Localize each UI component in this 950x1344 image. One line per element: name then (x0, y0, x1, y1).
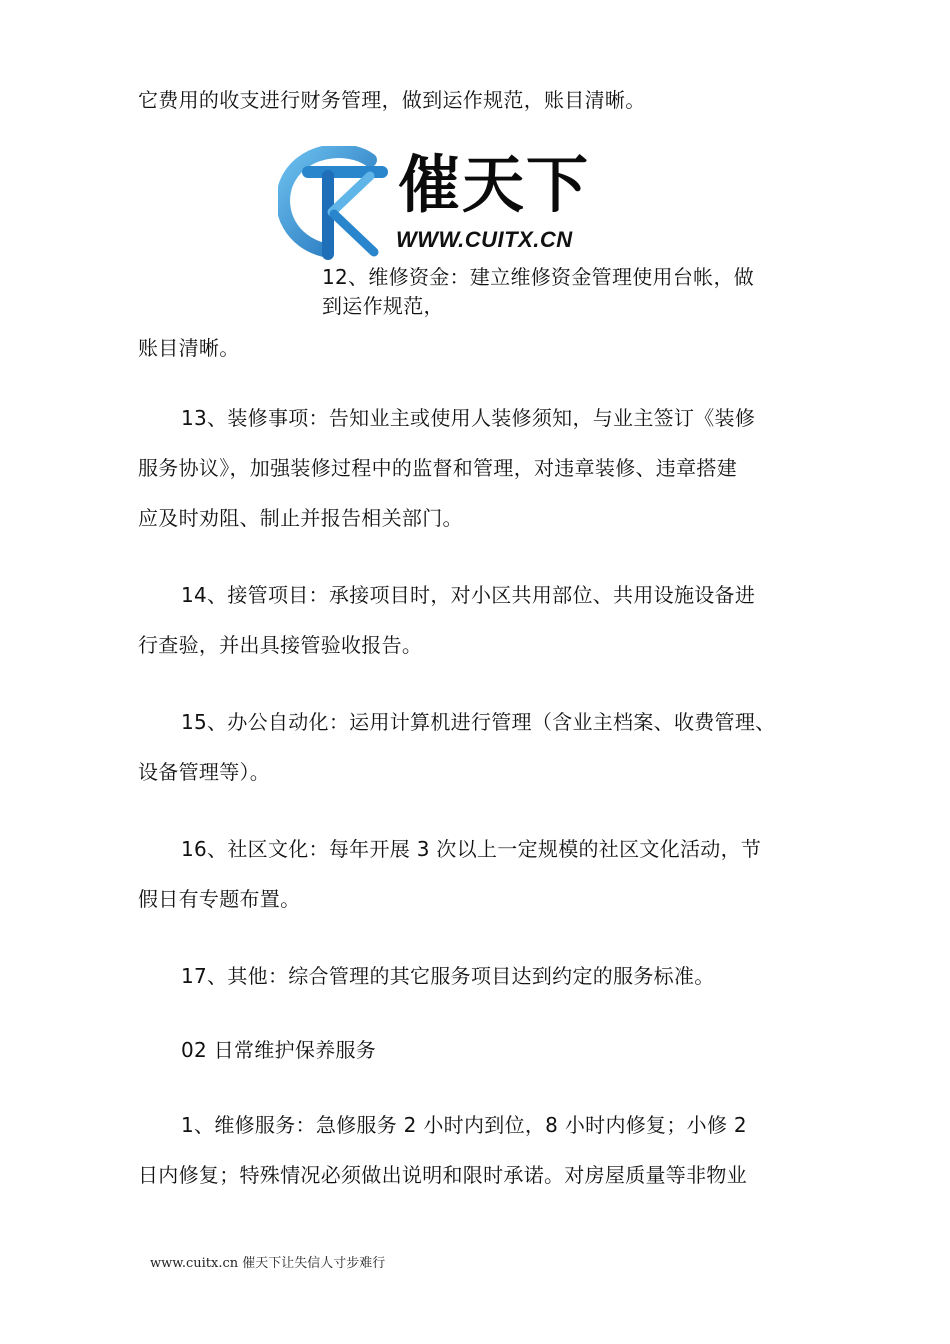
cuitx-logo (278, 146, 598, 260)
text-line-7: 应及时劝阻、制止并报告相关部门。 (138, 506, 463, 530)
text-line-17: 日内修复；特殊情况必须做出说明和限时承诺。对房屋质量等非物业 (138, 1163, 747, 1187)
text-line-5: 13、装修事项：告知业主或使用人装修须知，与业主签订《装修 (181, 406, 756, 430)
text-line-13: 假日有专题布置。 (138, 887, 301, 911)
text-line-9: 行查验，并出具接管验收报告。 (138, 633, 423, 657)
text-line-1: 它费用的收支进行财务管理，做到运作规范，账目清晰。 (138, 88, 646, 112)
text-line-10: 15、办公自动化：运用计算机进行管理（含业主档案、收费管理、 (181, 710, 776, 734)
logo-url: WWW.CUITX.CN (396, 227, 573, 252)
text-line-2: 12、维修资金：建立维修资金管理使用台帐，做 (322, 265, 755, 289)
logo-name: 催天下 (398, 148, 591, 221)
page-footer: www.cuitx.cn 催天下让失信人寸步难行 (150, 1256, 386, 1271)
text-line-4: 账目清晰。 (138, 336, 240, 360)
text-line-3: 到运作规范， (322, 294, 444, 318)
text-line-12: 16、社区文化：每年开展 3 次以上一定规模的社区文化活动，节 (181, 837, 762, 861)
text-line-14: 17、其他：综合管理的其它服务项目达到约定的服务标准。 (181, 964, 715, 988)
text-line-11: 设备管理等）。 (138, 760, 271, 784)
text-line-6: 服务协议》，加强装修过程中的监督和管理，对违章装修、违章搭建 (138, 456, 737, 480)
section-heading: 02 日常维护保养服务 (181, 1038, 377, 1062)
text-line-8: 14、接管项目：承接项目时，对小区共用部位、共用设施设备进 (181, 583, 756, 607)
cuitx-logo-mark-icon (278, 146, 398, 260)
text-line-16: 1、维修服务：急修服务 2 小时内到位，8 小时内修复；小修 2 (181, 1113, 747, 1137)
